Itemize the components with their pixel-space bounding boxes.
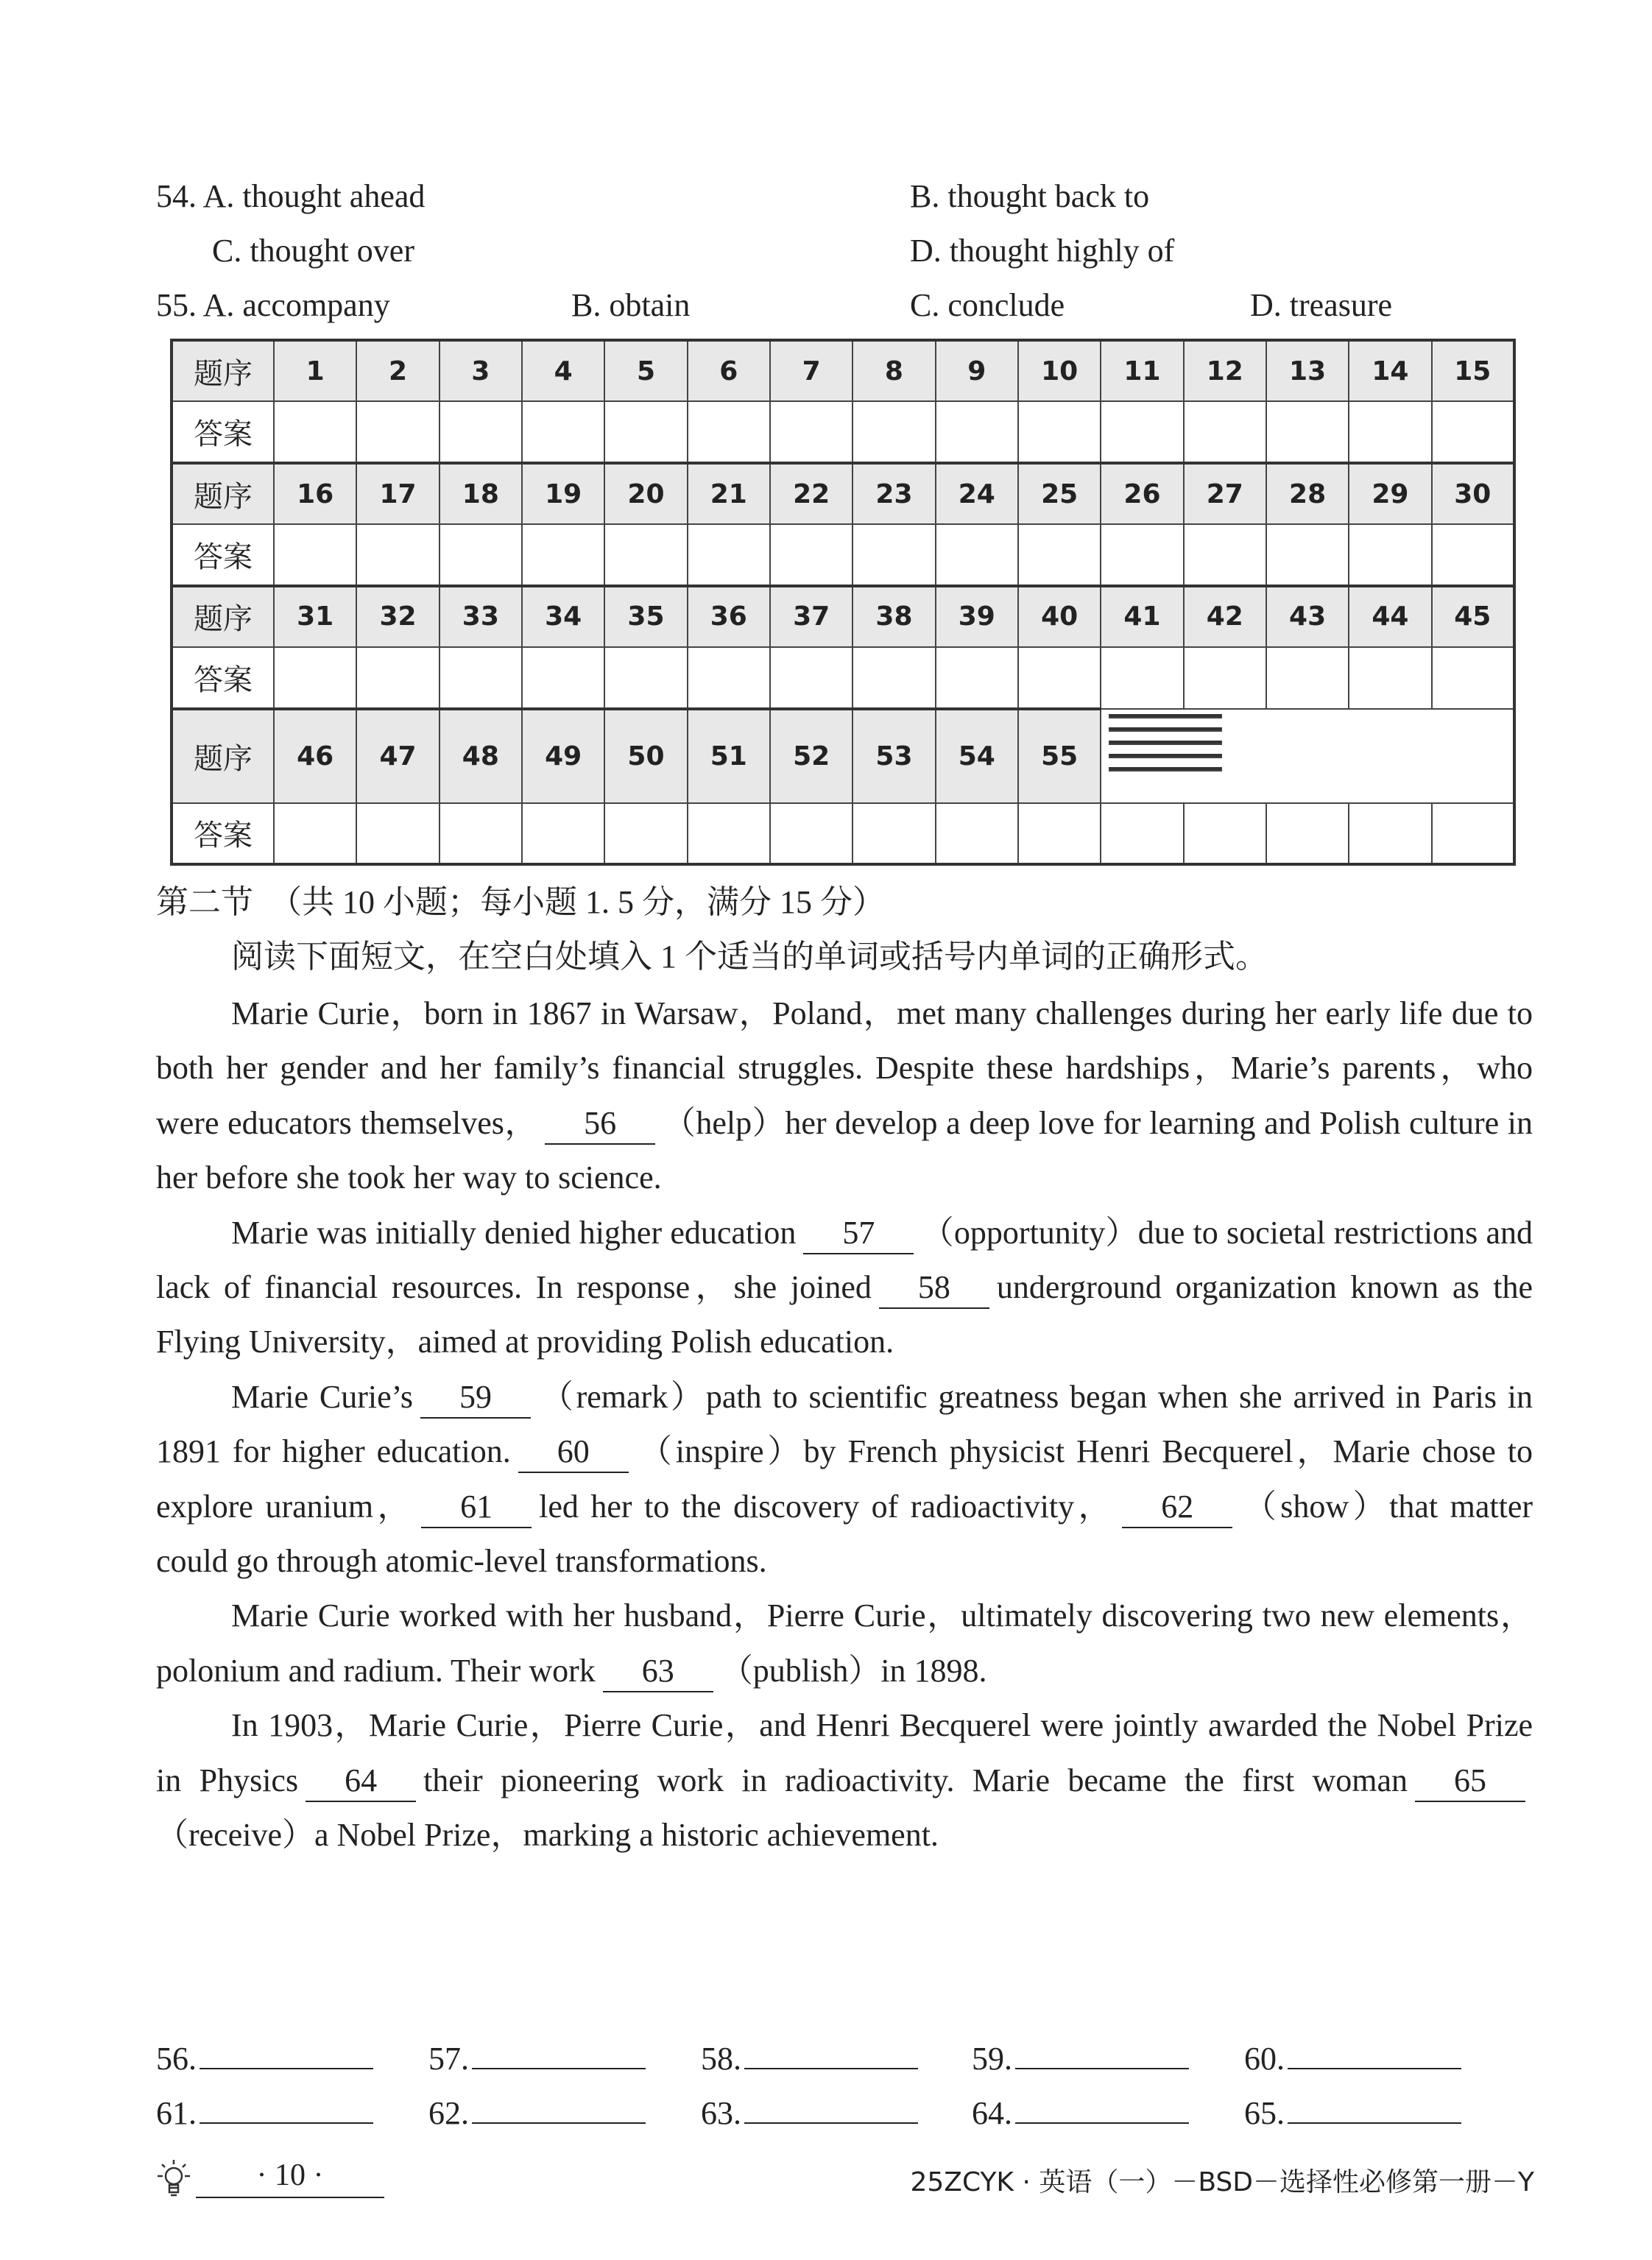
passage-paragraph: Marie was initially denied higher education 57 （opportunity）due to societal restrictions and lack of financial resources. In response，she joined 58 underground organization known as the Flying University，aimed at providing Polish education. <box>156 1214 1533 1360</box>
answer-lines-row <box>156 2032 1533 2086</box>
question-number-cell <box>1109 741 1222 745</box>
answer-cell[interactable] <box>274 524 356 585</box>
question-number-cell: 46 <box>274 709 356 803</box>
question-number-cell: 13 <box>1266 340 1349 401</box>
blank-56[interactable]: 56 <box>545 1103 655 1145</box>
passage <box>156 986 1533 1863</box>
question-number-cell: 2 <box>356 340 439 401</box>
answer-line-item <box>701 2032 918 2086</box>
question-number-cell: 4 <box>522 340 604 401</box>
blank-64[interactable]: 64 <box>306 1761 416 1802</box>
answer-row <box>172 647 1514 708</box>
question-number-cell: 28 <box>1266 463 1349 524</box>
question-number-row <box>172 340 1514 401</box>
question-number-cell: 32 <box>356 586 439 647</box>
question-number-cell: 43 <box>1266 586 1349 647</box>
question-number-cell: 5 <box>604 340 687 401</box>
answer-cell[interactable] <box>1349 803 1431 864</box>
answer-line[interactable] <box>1015 2090 1189 2124</box>
answer-line[interactable] <box>200 2090 373 2124</box>
answer-cell[interactable] <box>604 647 687 708</box>
answer-line-label: 64. <box>972 2095 1012 2131</box>
question-number-cell: 27 <box>1184 463 1266 524</box>
question-54-option-c: C. thought over <box>212 233 414 269</box>
answer-cell[interactable] <box>1018 524 1101 585</box>
answer-line[interactable] <box>472 2035 646 2069</box>
answer-cell[interactable] <box>356 401 439 462</box>
question-number-cell: 25 <box>1018 463 1101 524</box>
question-number-cell: 35 <box>604 586 687 647</box>
answer-cell[interactable] <box>440 803 522 864</box>
answer-label-cell: 答案 <box>172 524 274 585</box>
question-number-cell: 39 <box>936 586 1018 647</box>
question-54-options <box>156 171 1533 222</box>
answer-line-label: 61. <box>156 2095 197 2131</box>
answer-cell[interactable] <box>688 401 770 462</box>
answer-cell[interactable] <box>1266 803 1349 864</box>
answer-cell[interactable] <box>522 803 604 864</box>
answer-cell[interactable] <box>936 524 1018 585</box>
question-number-row <box>172 586 1514 647</box>
answer-line-label: 58. <box>701 2041 741 2077</box>
answer-cell[interactable] <box>1349 647 1431 708</box>
question-number-cell: 22 <box>770 463 853 524</box>
answer-line-item <box>156 2086 373 2141</box>
answer-cell[interactable] <box>1432 524 1514 585</box>
answer-line-label: 59. <box>972 2041 1012 2077</box>
answer-line[interactable] <box>472 2090 646 2124</box>
question-number-cell: 36 <box>688 586 770 647</box>
question-number-cell: 7 <box>770 340 853 401</box>
answer-line-label: 62. <box>428 2095 469 2131</box>
answer-cell[interactable] <box>1101 647 1183 708</box>
answer-cell[interactable] <box>274 401 356 462</box>
answer-cell[interactable] <box>688 524 770 585</box>
passage-paragraph: Marie Curie，born in 1867 in Warsaw，Poland，met many challenges during her early life due to both her gender and her family’s financial struggles. Despite these hardships，Marie’s parents，who were educators themselves， 56 （help）her develop a deep love for learning and Polish culture in her before she took her way to science. <box>156 995 1533 1196</box>
question-number-cell: 38 <box>853 586 935 647</box>
answer-line[interactable] <box>744 2035 918 2069</box>
answer-cell[interactable] <box>853 647 935 708</box>
answer-cell[interactable] <box>604 803 687 864</box>
answer-cell[interactable] <box>1266 647 1349 708</box>
answer-row <box>172 401 1514 462</box>
answer-line[interactable] <box>1288 2090 1461 2124</box>
answer-cell[interactable] <box>604 524 687 585</box>
answer-row <box>172 524 1514 585</box>
question-number-cell: 11 <box>1101 340 1183 401</box>
answer-cell[interactable] <box>1018 803 1101 864</box>
blank-61[interactable]: 61 <box>421 1487 532 1528</box>
question-55-option-d: D. treasure <box>1250 287 1393 323</box>
answer-cell[interactable] <box>853 803 935 864</box>
answer-cell[interactable] <box>688 803 770 864</box>
answer-cell[interactable] <box>522 524 604 585</box>
answer-cell[interactable] <box>936 401 1018 462</box>
blank-58[interactable]: 58 <box>879 1268 989 1309</box>
answer-cell[interactable] <box>356 803 439 864</box>
blank-59[interactable]: 59 <box>420 1377 531 1419</box>
section-instruction: 阅读下面短文，在空白处填入 1 个适当的单词或括号内单词的正确形式。 <box>231 939 1268 975</box>
answer-cell[interactable] <box>1349 401 1431 462</box>
answer-lines-row <box>156 2086 1533 2141</box>
answer-cell[interactable] <box>604 401 687 462</box>
answer-cell[interactable] <box>274 803 356 864</box>
answer-cell[interactable] <box>522 647 604 708</box>
page-number: · 10 · <box>196 2154 384 2198</box>
question-number-cell: 6 <box>688 340 770 401</box>
question-number-cell: 40 <box>1018 586 1101 647</box>
question-number-cell: 31 <box>274 586 356 647</box>
answer-cell[interactable] <box>1432 401 1514 462</box>
question-number-cell: 41 <box>1101 586 1183 647</box>
answer-row <box>172 803 1514 864</box>
answer-cell[interactable] <box>1018 647 1101 708</box>
question-number-cell: 34 <box>522 586 604 647</box>
answer-cell[interactable] <box>770 803 853 864</box>
footer-page <box>156 2150 384 2208</box>
question-54-options-2 <box>156 225 1533 277</box>
question-54-option-b: B. thought back to <box>910 178 1150 214</box>
answer-cell[interactable] <box>1432 647 1514 708</box>
blank-57[interactable]: 57 <box>803 1213 914 1254</box>
answer-cell[interactable] <box>440 401 522 462</box>
question-number-cell <box>1109 767 1222 771</box>
question-55-option-c: C. conclude <box>910 287 1065 323</box>
number-label-cell: 题序 <box>172 340 274 401</box>
question-number-cell: 3 <box>440 340 522 401</box>
answer-cell[interactable] <box>1184 803 1266 864</box>
question-number-cell: 45 <box>1432 586 1514 647</box>
passage-paragraph: Marie Curie worked with her husband，Pierre Curie，ultimately discovering two new elements，polonium and radium. Their work 63 （publish）in 1898. <box>156 1589 1533 1698</box>
question-55-options <box>156 280 1533 331</box>
answer-cell[interactable] <box>440 647 522 708</box>
question-55-option-b: B. obtain <box>571 287 691 323</box>
question-number-cell: 47 <box>356 709 439 803</box>
number-label-cell: 题序 <box>172 709 274 803</box>
blank-63[interactable]: 63 <box>603 1651 713 1692</box>
answer-cell[interactable] <box>1432 803 1514 864</box>
passage-paragraph: In 1903，Marie Curie，Pierre Curie，and Henri Becquerel were jointly awarded the Nobel Prize in Physics 64 their pioneering work in radioactivity. Marie became the first woman 65（receive）a Nobel Prize，marking a historic achievement. <box>156 1707 1533 1854</box>
answer-line[interactable] <box>200 2035 373 2069</box>
answer-line-item <box>428 2032 646 2086</box>
answer-cell[interactable] <box>356 524 439 585</box>
answer-cell[interactable] <box>1101 803 1183 864</box>
answer-cell[interactable] <box>1184 647 1266 708</box>
question-number-cell: 48 <box>440 709 522 803</box>
question-54-option-a: 54. A. thought ahead <box>156 178 426 214</box>
answer-cell[interactable] <box>770 401 853 462</box>
question-number-cell: 42 <box>1184 586 1266 647</box>
answer-label-cell: 答案 <box>172 401 274 462</box>
answer-cell[interactable] <box>1349 524 1431 585</box>
answer-cell[interactable] <box>440 524 522 585</box>
blank-62[interactable]: 62 <box>1122 1487 1232 1528</box>
question-number-cell: 33 <box>440 586 522 647</box>
question-number-cell: 8 <box>853 340 935 401</box>
question-number-row <box>172 463 1514 524</box>
answer-line-label: 60. <box>1244 2041 1285 2077</box>
answer-line[interactable] <box>1288 2035 1461 2069</box>
answer-cell[interactable] <box>770 647 853 708</box>
question-55-option-a: 55. A. accompany <box>156 287 390 323</box>
question-number-cell: 16 <box>274 463 356 524</box>
question-number-cell: 30 <box>1432 463 1514 524</box>
answer-line-item <box>972 2032 1189 2086</box>
blank-65[interactable]: 65 <box>1415 1761 1525 1802</box>
question-number-cell <box>1109 754 1222 758</box>
blank-60[interactable]: 60 <box>518 1432 629 1473</box>
question-number-cell: 51 <box>688 709 770 803</box>
answer-line-item <box>156 2032 373 2086</box>
answer-cell[interactable] <box>853 524 935 585</box>
answer-cell[interactable] <box>1018 401 1101 462</box>
question-number-cell: 54 <box>936 709 1018 803</box>
answer-line-item <box>428 2086 646 2141</box>
answer-cell[interactable] <box>1101 401 1183 462</box>
question-number-cell: 53 <box>853 709 935 803</box>
answer-line-item <box>972 2086 1189 2141</box>
answer-line-item <box>1244 2032 1461 2086</box>
answer-cell[interactable] <box>1266 524 1349 585</box>
question-number-cell: 52 <box>770 709 853 803</box>
question-number-cell: 29 <box>1349 463 1431 524</box>
footer-code: 25ZCYK · 英语（一）－BSD－选择性必修第一册－Y <box>910 2167 1534 2197</box>
question-number-cell: 12 <box>1184 340 1266 401</box>
question-number-cell: 10 <box>1018 340 1101 401</box>
question-number-cell: 15 <box>1432 340 1514 401</box>
answer-cell[interactable] <box>688 647 770 708</box>
question-number-cell: 1 <box>274 340 356 401</box>
question-number-cell: 18 <box>440 463 522 524</box>
answer-label-cell: 答案 <box>172 647 274 708</box>
answer-cell[interactable] <box>936 647 1018 708</box>
passage-paragraph: Marie Curie’s 59 （remark）path to scientific greatness began when she arrived in Paris in 1891 for higher education. 60 （inspire）by French physicist Henri Becquerel，Marie chose to explore uranium， 61 led her to the discovery of radioactivity， 62 （show）that matter could go through atomic-level transformations. <box>156 1378 1533 1580</box>
question-number-cell: 19 <box>522 463 604 524</box>
answer-cell[interactable] <box>1184 524 1266 585</box>
question-number-cell <box>1109 714 1222 718</box>
question-number-cell: 23 <box>853 463 935 524</box>
answer-cell[interactable] <box>522 401 604 462</box>
question-number-cell: 44 <box>1349 586 1431 647</box>
answer-label-cell: 答案 <box>172 803 274 864</box>
lightbulb-icon <box>156 2157 191 2203</box>
question-number-cell: 37 <box>770 586 853 647</box>
question-number-cell: 9 <box>936 340 1018 401</box>
question-number-cell: 21 <box>688 463 770 524</box>
answer-cell[interactable] <box>1266 401 1349 462</box>
question-number-row <box>172 709 1514 803</box>
answer-line[interactable] <box>744 2090 918 2124</box>
question-number-cell: 20 <box>604 463 687 524</box>
question-number-cell <box>1109 727 1222 732</box>
answer-cell[interactable] <box>274 647 356 708</box>
number-label-cell: 题序 <box>172 586 274 647</box>
answer-line[interactable] <box>1015 2035 1189 2069</box>
number-label-cell: 题序 <box>172 463 274 524</box>
question-number-cell: 55 <box>1018 709 1101 803</box>
question-number-cell: 50 <box>604 709 687 803</box>
question-number-cell: 26 <box>1101 463 1183 524</box>
answer-cell[interactable] <box>1101 524 1183 585</box>
answer-cell[interactable] <box>770 524 853 585</box>
answer-line-item <box>701 2086 918 2141</box>
answer-line-item <box>1244 2086 1461 2141</box>
section-title: 第二节 （共 10 小题；每小题 1. 5 分，满分 15 分） <box>156 884 885 920</box>
answer-sheet-table <box>170 339 1516 866</box>
answer-cell[interactable] <box>936 803 1018 864</box>
answer-line-label: 56. <box>156 2041 197 2077</box>
question-number-cell: 14 <box>1349 340 1431 401</box>
question-number-cell: 24 <box>936 463 1018 524</box>
question-54-option-d: D. thought highly of <box>910 233 1175 269</box>
answer-line-label: 63. <box>701 2095 741 2131</box>
answer-cell[interactable] <box>356 647 439 708</box>
question-number-cell: 17 <box>356 463 439 524</box>
answer-line-label: 57. <box>428 2041 469 2077</box>
answer-cell[interactable] <box>853 401 935 462</box>
answer-cell[interactable] <box>1184 401 1266 462</box>
question-number-cell: 49 <box>522 709 604 803</box>
answer-line-label: 65. <box>1244 2095 1285 2131</box>
